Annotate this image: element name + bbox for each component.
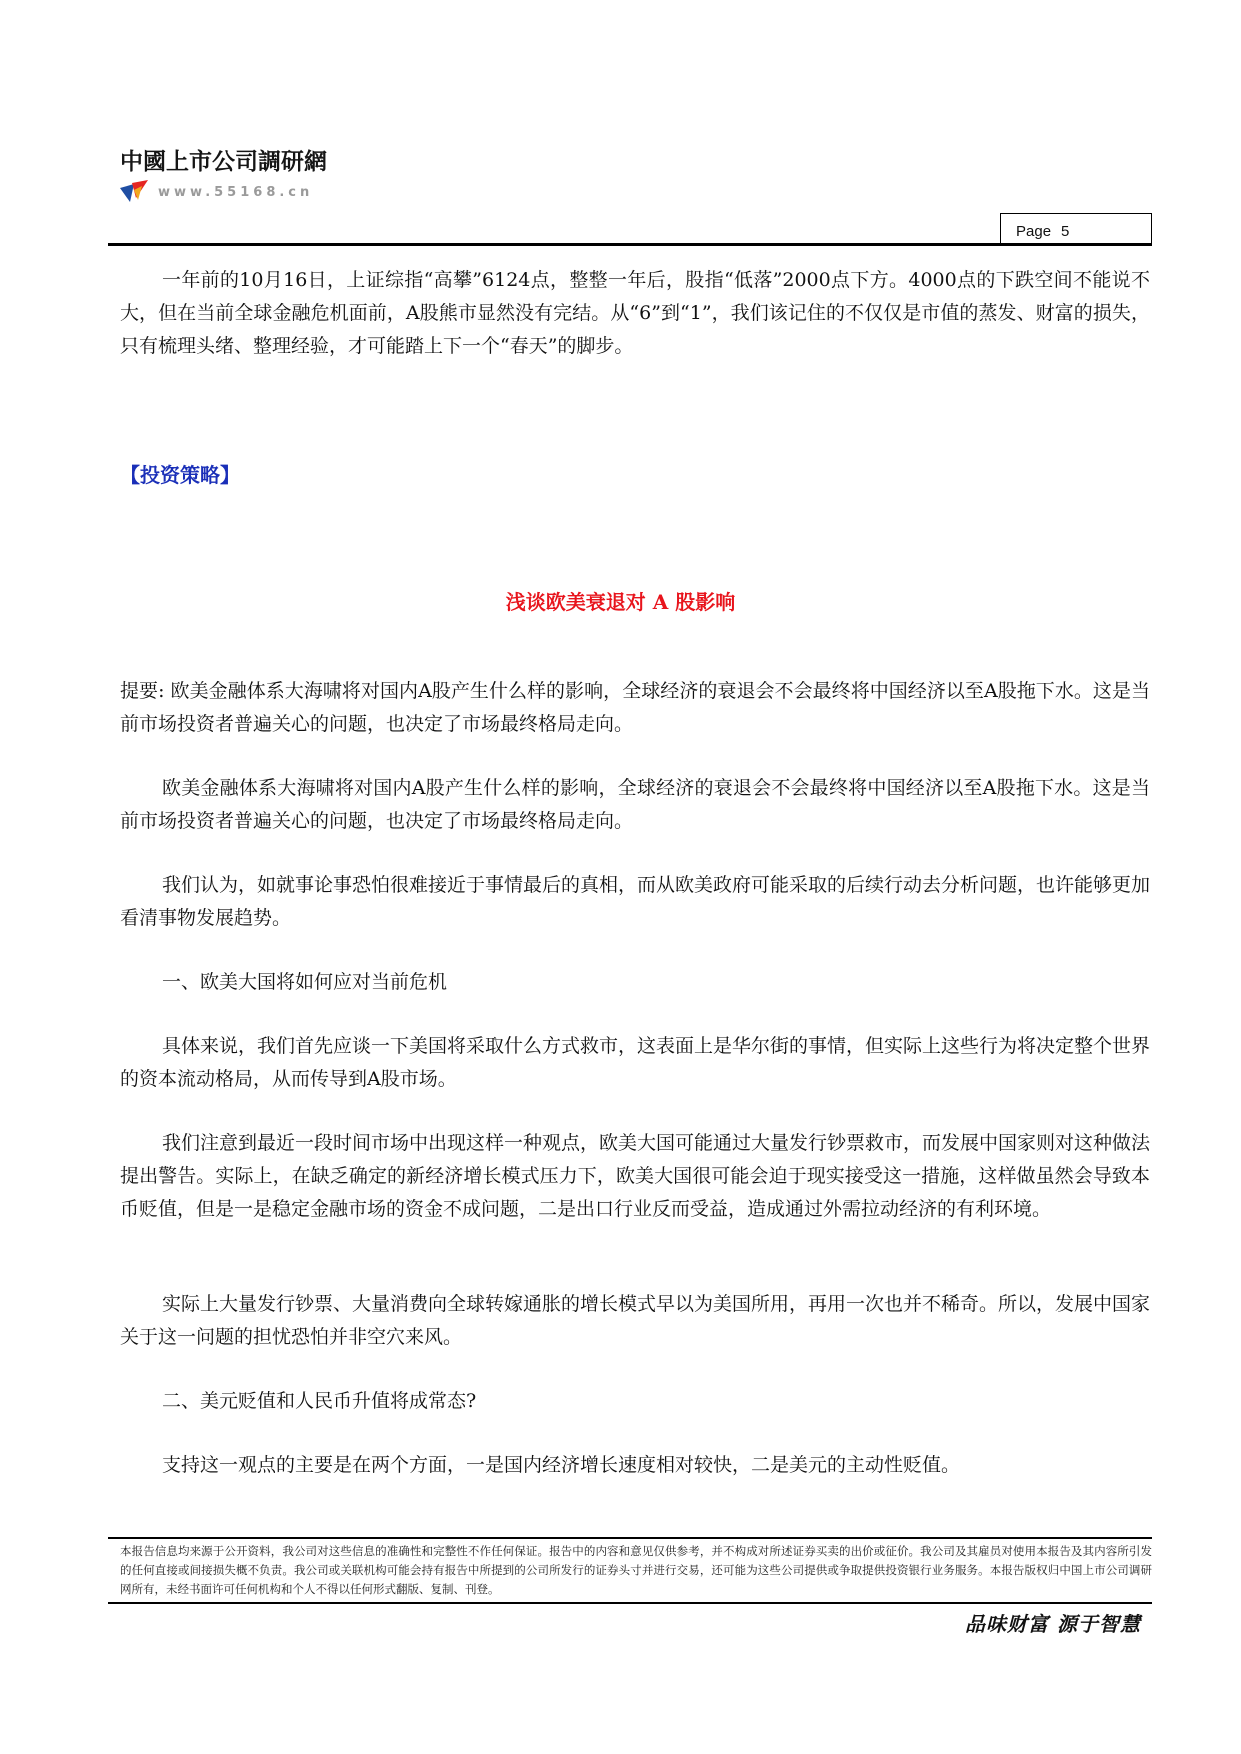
header-divider [108,243,1152,246]
article-paragraph-4: 我们注意到最近一段时间市场中出现这样一种观点，欧美大国可能通过大量发行钞票救市，而发展中国家则对这种做法提出警告。实际上，在缺乏确定的新经济增长模式压力下，欧美大国很可能会迫于现实接受这一措施，这样做虽然会导致本币贬值，但是一是稳定金融市场的资金不成问题，二是出口行业反而受益，造成通过外需拉动经济的有利环境。 [120,1132,1151,1220]
section-label: 【投资策略】 [120,463,240,487]
intro-paragraph: 一年前的10月16日，上证综指“高攀”6124点，整整一年后，股指“低落”2000点下方。4000点的下跌空间不能说不大，但在当前全球金融危机面前，A股熊市显然没有完结。从“6”到“1”，我们该记住的不仅仅是市值的蒸发、财富的损失，只有梳理头绪、整理经验，才可能踏上下一个“春天”的脚步。 [120,269,1150,357]
article-paragraph-6: 支持这一观点的主要是在两个方面，一是国内经济增长速度相对较快，二是美元的主动性贬值。 [162,1454,961,1476]
footer-divider-top [108,1537,1152,1539]
site-logo [120,143,327,204]
footer-divider-bottom [108,1602,1152,1604]
logo-title: 中國上市公司調研網 [120,149,327,175]
article-summary: 提要: 欧美金融体系大海啸将对国内A股产生什么样的影响，全球经济的衰退会不会最终将中国经济以至A股拖下水。这是当前市场投资者普遍关心的问题，也决定了市场最终格局走向。 [120,680,1150,735]
section-heading-2: 二、美元贬值和人民币升值将成常态? [162,1390,477,1412]
logo-url-row [120,180,327,204]
article-paragraph-2: 我们认为，如就事论事恐怕很难接近于事情最后的真相，而从欧美政府可能采取的后续行动去分析问题，也许能够更加看清事物发展趋势。 [120,874,1151,929]
footer-disclaimer: 本报告信息均来源于公开资料，我公司对这些信息的准确性和完整性不作任何保证。报告中的内容和意见仅供参考，并不构成对所述证券买卖的出价或征价。我公司及其雇员对使用本报告及其内容所引发的任何直接或间接损失概不负责。我公司或关联机构可能会持有报告中所提到的公司所发行的证券头寸并进行交易，还可能为这些公司提供或争取提供投资银行业务服务。本报告版权归中国上市公司调研网所有，未经书面许可任何机构和个人不得以任何形式翻版、复制、刊登。 [120,1544,1152,1596]
logo-url: www.55168.cn [158,184,314,200]
article-title: 浅谈欧美衰退对 A 股影响 [505,590,736,614]
logo-mark-icon [120,180,150,204]
article-paragraph-1: 欧美金融体系大海啸将对国内A股产生什么样的影响，全球经济的衰退会不会最终将中国经济以至A股拖下水。这是当前市场投资者普遍关心的问题，也决定了市场最终格局走向。 [120,777,1150,832]
section-heading-1: 一、欧美大国将如何应对当前危机 [162,971,448,993]
article-paragraph-3: 具体来说，我们首先应谈一下美国将采取什么方式救市，这表面上是华尔街的事情，但实际上这些行为将决定整个世界的资本流动格局，从而传导到A股市场。 [120,1035,1151,1090]
footer-slogan: 品味财富 源于智慧 [965,1612,1141,1636]
page-number: 5 [1061,223,1070,240]
page-indicator [1000,213,1152,243]
page-label: Page [1016,223,1052,240]
article-paragraph-5: 实际上大量发行钞票、大量消费向全球转嫁通胀的增长模式早以为美国所用，再用一次也并不稀奇。所以，发展中国家关于这一问题的担忧恐怕并非空穴来风。 [120,1293,1151,1348]
